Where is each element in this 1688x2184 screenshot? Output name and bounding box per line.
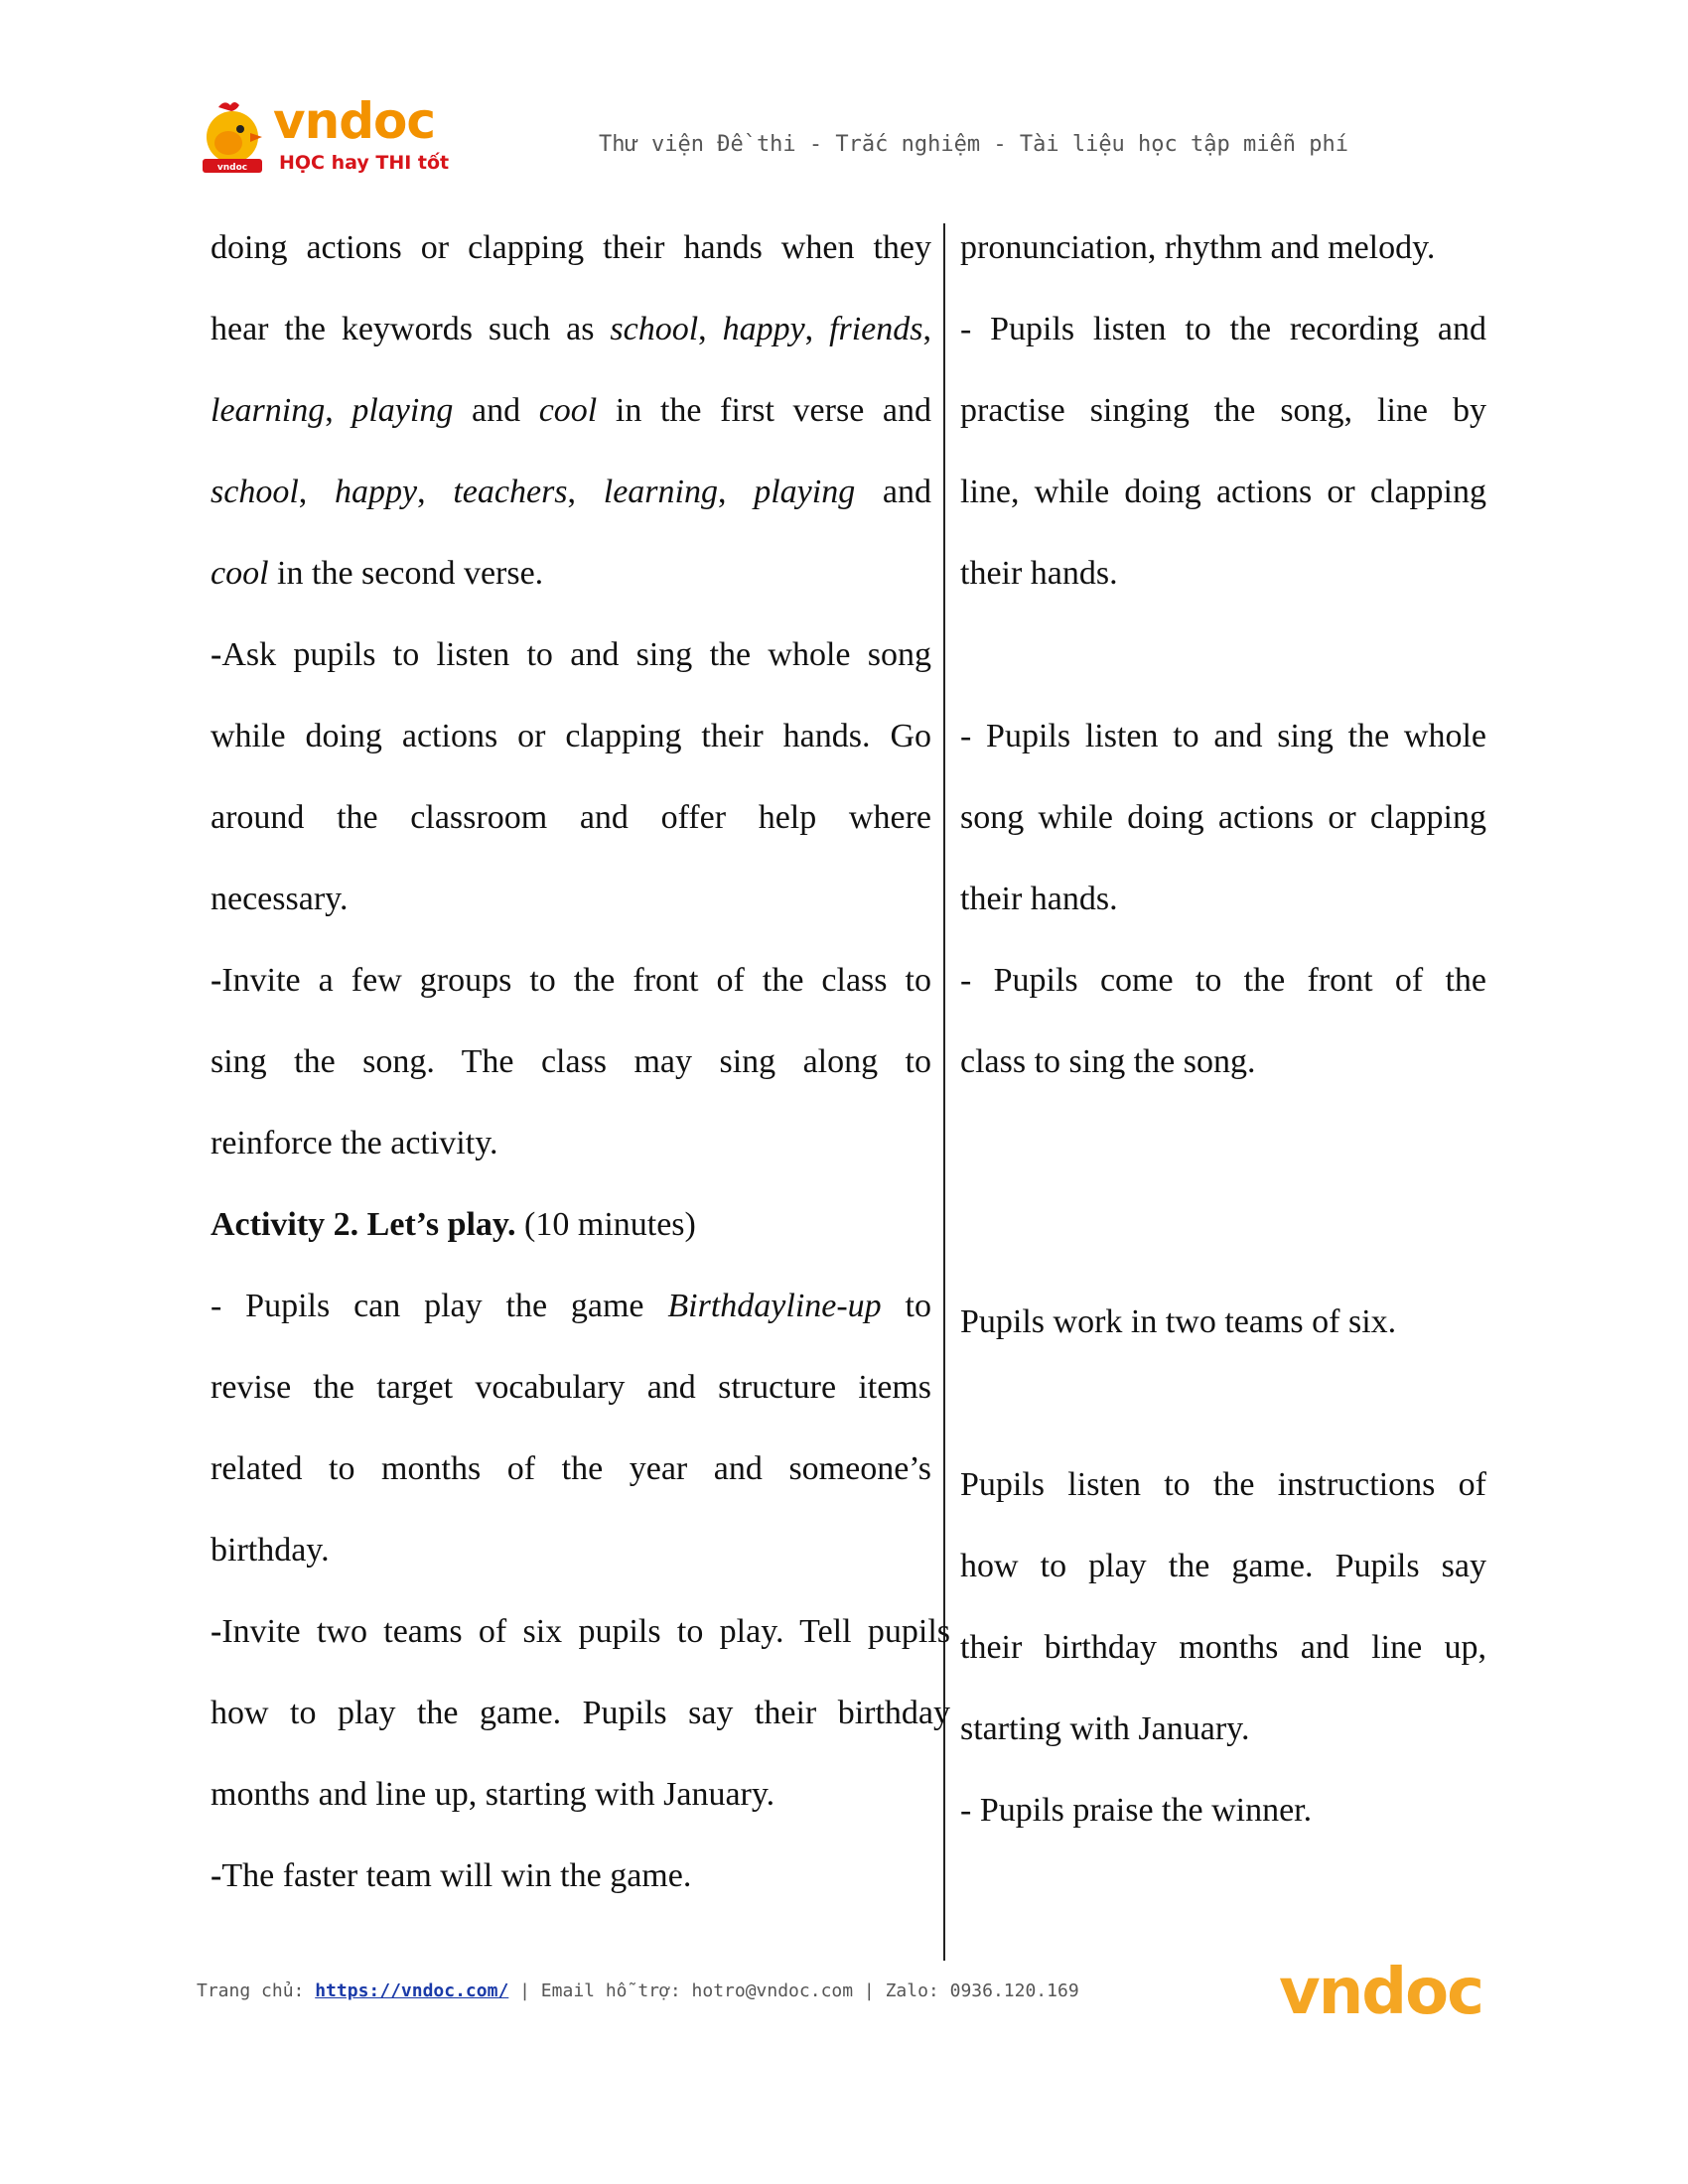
footer-contact-details: | Email hỗ trợ: hotro@vndoc.com | Zalo: 0936.120.169 [508,1980,1079,2001]
chick-mascot-icon [199,99,266,177]
right-line: Pupils work in two teams of six. [960,1303,1397,1340]
left-line: learning, playing and cool in the first verse and [211,392,932,429]
right-line: pronunciation, rhythm and melody. [960,229,1436,266]
left-line: school, happy, teachers, learning, playing and [211,474,932,510]
right-line: - Pupils praise the winner. [960,1792,1313,1829]
right-line: class to sing the song. [960,1043,1256,1080]
right-line: - Pupils listen to and sing the whole [960,718,1486,754]
page-header [194,94,1465,184]
activity-heading: Activity 2. Let’s play. (10 minutes) [211,1206,696,1243]
footer-contact [197,1980,1079,2001]
left-line: reinforce the activity. [211,1125,498,1161]
footer-label: Trang chủ: [197,1980,316,2001]
left-line: - Pupils can play the game Birthdayline-up to [211,1288,931,1324]
left-line: cool in the second verse. [211,555,544,592]
right-line: their birthday months and line up, [960,1629,1486,1666]
left-line: necessary. [211,881,349,917]
right-line: - Pupils listen to the recording and [960,311,1486,347]
vndoc-logo[interactable] [194,94,452,184]
right-line: practise singing the song, line by [960,392,1486,429]
svg-text:vndoc: vndoc [216,163,248,173]
right-line: - Pupils come to the front of the [960,962,1486,999]
left-line: around the classroom and offer help where [211,799,931,836]
right-line: starting with January. [960,1710,1250,1747]
lesson-table [211,223,1486,1966]
logo-wordmark: vndoc [273,92,435,150]
left-line: hear the keywords such as school, happy, friends, [211,311,932,347]
left-line: sing the song. The class may sing along to [211,1043,931,1080]
header-tagline: Thư viện Đề thi - Trắc nghiệm - Tài liệu học tập miễn phí [599,132,1348,157]
left-line: -The faster team will win the game. [211,1857,692,1894]
right-line: Pupils listen to the instructions of [960,1466,1486,1503]
left-line: birthday. [211,1532,330,1569]
right-line: their hands. [960,555,1118,592]
left-line: related to months of the year and someone’s [211,1450,931,1487]
logo-tagline-part2: THI tốt [375,152,450,174]
right-line: how to play the game. Pupils say [960,1548,1486,1584]
left-line: doing actions or clapping their hands when they [211,229,931,266]
logo-tagline [279,152,449,174]
left-line: months and line up, starting with January. [211,1776,775,1813]
footer-vndoc-logo[interactable]: vndoc [1279,1956,1482,2029]
left-line: while doing actions or clapping their hands. Go [211,718,931,754]
page-footer [197,1956,1487,2040]
left-line: -Ask pupils to listen to and sing the whole song [211,636,931,673]
right-line: their hands. [960,881,1118,917]
right-line: song while doing actions or clapping [960,799,1486,836]
left-line: -Invite two teams of six pupils to play. Tell pupils [211,1613,950,1650]
right-line: line, while doing actions or clapping [960,474,1486,510]
left-line: -Invite a few groups to the front of the class to [211,962,931,999]
homepage-link[interactable]: https://vndoc.com/ [315,1980,509,2001]
left-line: how to play the game. Pupils say their birthday [211,1695,950,1731]
logo-tagline-part1: HỌC hay [279,152,376,174]
left-line: revise the target vocabulary and structure items [211,1369,931,1406]
